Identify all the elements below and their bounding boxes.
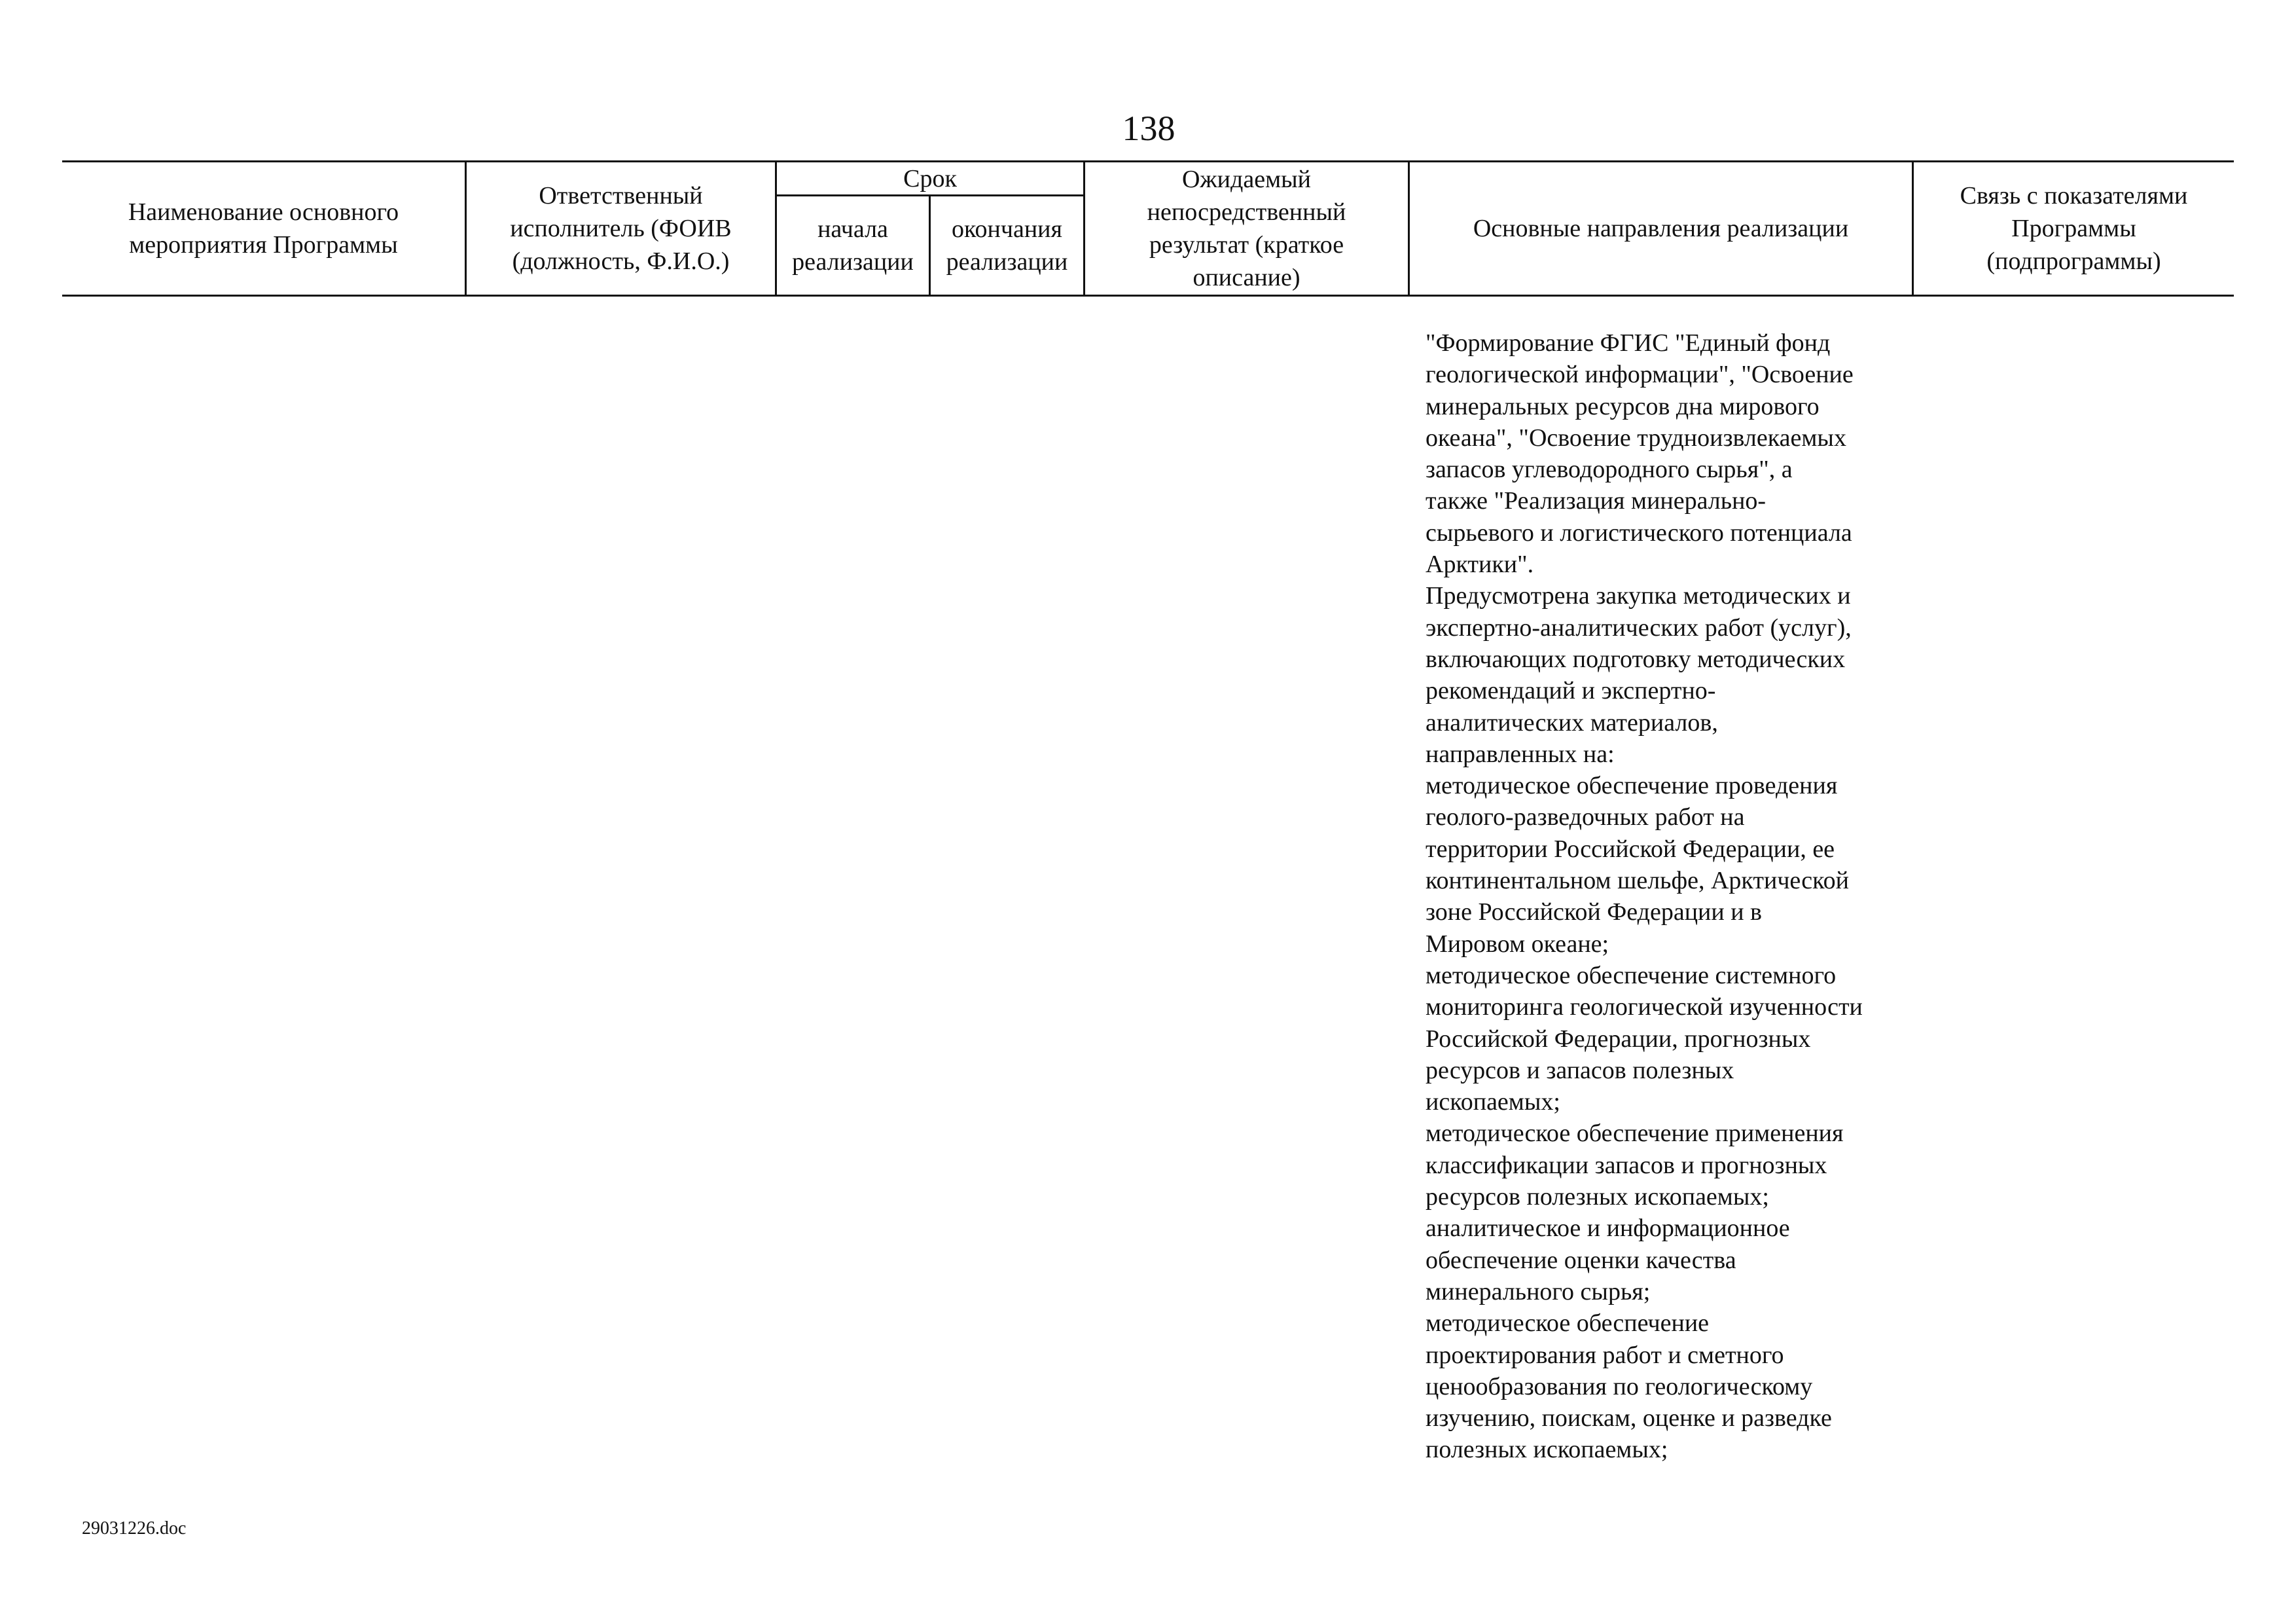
directions-text-line: изучению, поискам, оценке и разведке [1426,1404,1832,1432]
directions-text-line: методическое обеспечение системного [1426,961,1837,989]
directions-text-line: обеспечение оценки качества [1426,1246,1736,1274]
directions-text-line: океана", "Освоение трудноизвлекаемых [1426,424,1846,452]
directions-text-line: методическое обеспечение проведения [1426,772,1838,800]
directions-text-line: континентальном шельфе, Арктической [1426,867,1849,895]
header-start-text: начала реализации [792,215,914,276]
header-expected-result [1085,162,1408,295]
table-header-bottom-rule [62,295,2234,297]
directions-text-block [1426,327,1923,1466]
header-indicators-link-text: Связь с показателями Программы (подпрограммы) [1960,182,2188,275]
header-start [777,196,929,295]
directions-text-line: сырьевого и логистического потенциала [1426,519,1852,547]
directions-text-line: проектирования работ и сметного [1426,1341,1784,1369]
directions-text-line: мониторинга геологической изученности [1426,993,1863,1021]
directions-text-line: территории Российской Федерации, ее [1426,835,1835,863]
directions-text-line: методическое обеспечение [1426,1309,1710,1338]
directions-text-line: классификации запасов и прогнозных [1426,1151,1827,1179]
directions-text-line: аналитическое и информационное [1426,1214,1790,1243]
directions-text-line: запасов углеводородного сырья", а [1426,456,1793,484]
header-end-text: окончания реализации [946,215,1068,276]
directions-text-line: ресурсов и запасов полезных [1426,1056,1734,1084]
header-srok [777,162,1083,194]
directions-text-line: минеральных ресурсов дна мирового [1426,392,1820,420]
directions-text-line: "Формирование ФГИС "Единый фонд [1426,329,1831,357]
directions-text-line: минерального сырья; [1426,1277,1651,1305]
directions-text-line: Предусмотрена закупка методических и [1426,582,1851,610]
directions-text-line: геолого-разведочных работ на [1426,803,1745,831]
directions-text-line: Российской Федерации, прогнозных [1426,1025,1811,1053]
header-directions [1410,162,1912,295]
header-srok-text: Срок [903,164,957,192]
header-expected-result-text: Ожидаемый непосредственный результат (краткое описание) [1147,166,1346,291]
header-activity-name-text: Наименование основного мероприятия Программы [128,198,399,259]
directions-text-line: Мировом океане; [1426,930,1609,958]
header-activity-name [62,162,465,295]
directions-text-line: направленных на: [1426,740,1615,768]
directions-text-line: ископаемых; [1426,1088,1560,1116]
directions-text-line: полезных ископаемых; [1426,1436,1668,1464]
directions-text-line: методическое обеспечение применения [1426,1120,1844,1148]
directions-text-line: ресурсов полезных ископаемых; [1426,1183,1769,1211]
directions-text-line: Арктики". [1426,551,1534,579]
header-responsible-text: Ответственный исполнитель (ФОИВ (должность, Ф.И.О.) [510,182,732,275]
directions-text-line: экспертно-аналитических работ (услуг), [1426,613,1852,642]
header-directions-text: Основные направления реализации [1473,215,1849,242]
header-end [931,196,1083,295]
header-indicators-link [1914,162,2234,295]
directions-text-line: аналитических материалов, [1426,708,1718,737]
directions-text-line: также "Реализация минерально- [1426,487,1767,515]
directions-text-line: зоне Российской Федерации и в [1426,898,1763,926]
header-responsible [467,162,775,295]
directions-text-line: геологической информации", "Освоение [1426,361,1854,389]
page-number: 138 [1122,109,1175,148]
directions-text-line: рекомендаций и экспертно- [1426,677,1716,705]
document-id-footer: 29031226.doc [82,1518,187,1539]
directions-text-line: включающих подготовку методических [1426,645,1846,673]
directions-text-line: ценообразования по геологическому [1426,1372,1813,1400]
